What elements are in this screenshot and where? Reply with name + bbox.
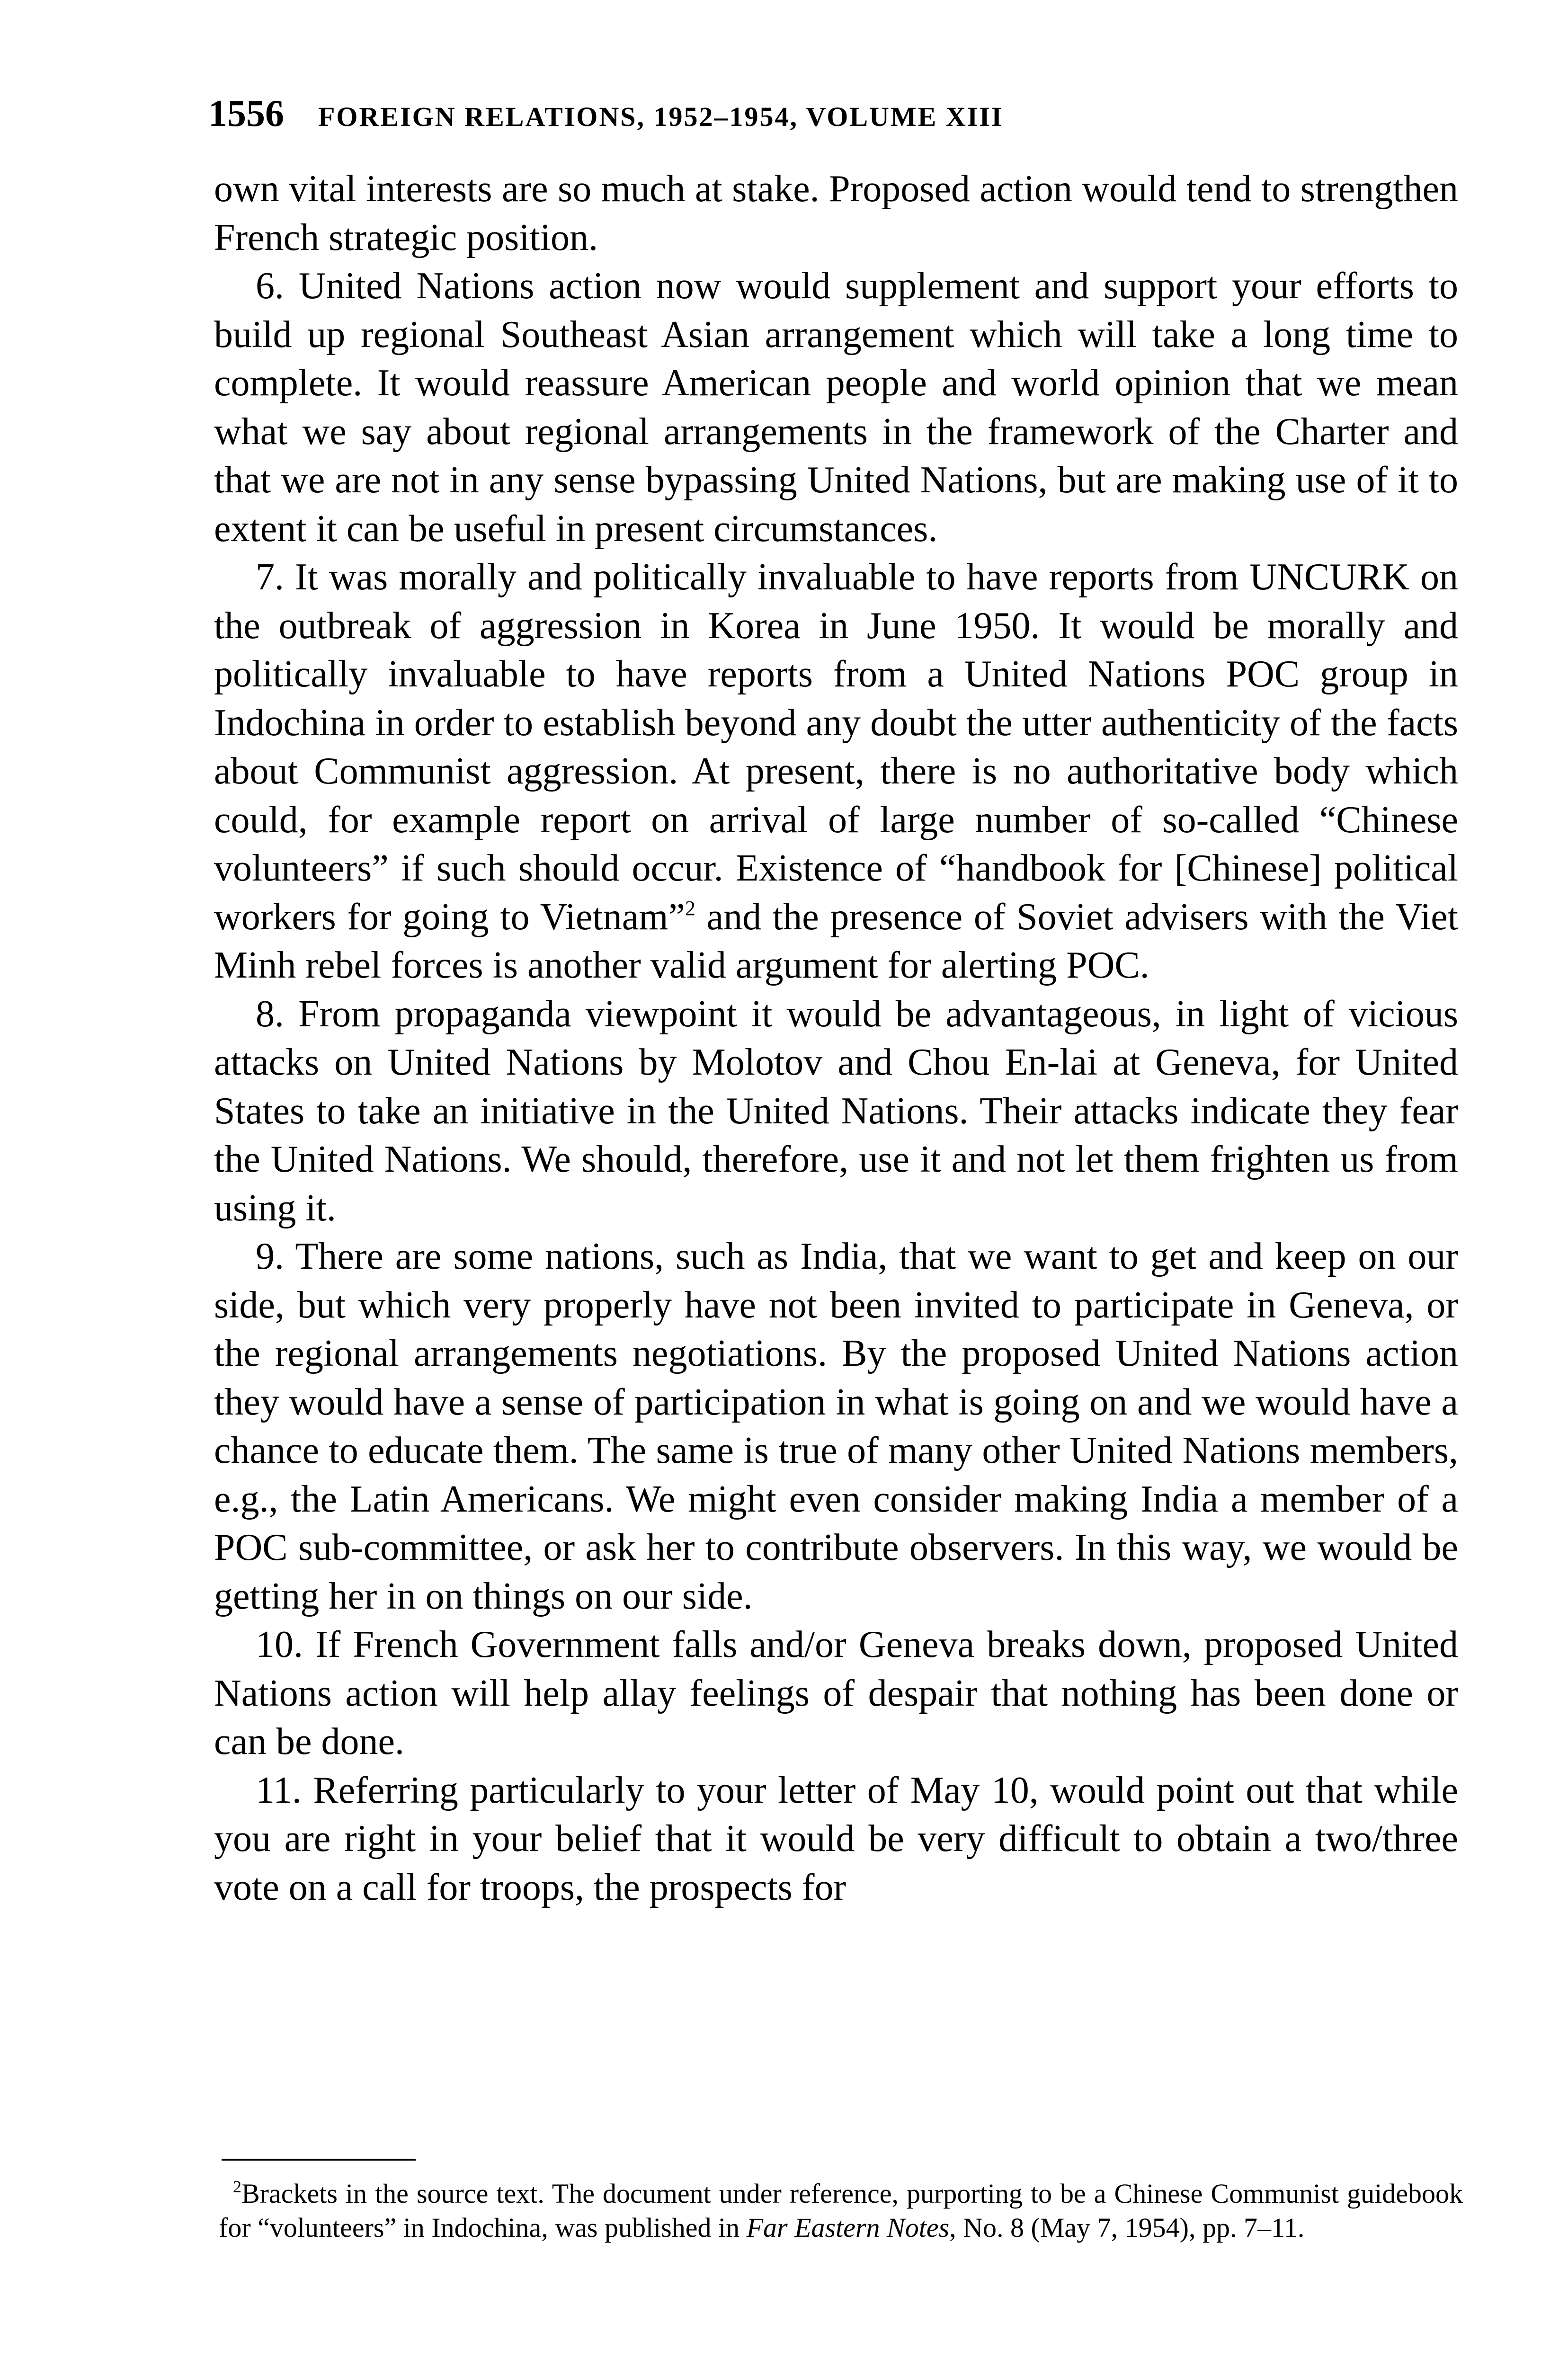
footnote-text-b: , No. 8 (May 7, 1954), pp. 7–11. bbox=[949, 2212, 1305, 2243]
paragraph-10: 10. If French Government falls and/or Geneva breaks down, proposed United Nations action will help allay feelings of despair that nothing has been done or can be done. bbox=[214, 1624, 1458, 1762]
page-header bbox=[208, 92, 1468, 144]
paragraph-9: 9. There are some nations, such as India, that we want to get and keep on our side, but which very properly have not been invited to participate in Geneva, or the regional arrangements negotiations. By the proposed United Nations action they would have a sense of participation in what is going on and we would have a chance to educate them. The same is true of many other United Nations members, e.g., the Latin Americans. We might even consider making India a member of a POC sub-committee, or ask her to contribute observers. In this way, we would be getting her in on things on our side. bbox=[214, 1236, 1458, 1617]
paragraph-7 bbox=[214, 553, 1458, 990]
paragraph-6: 6. United Nations action now would supplement and support your efforts to build up regional Southeast Asian arrangement which will take a long time to complete. It would reassure American people and world opinion that we mean what we say about regional arrangements in the framework of the Charter and that we are not in any sense bypassing United Nations, but are making use of it to extent it can be useful in present circumstances. bbox=[214, 265, 1458, 550]
footnote-reference-2: 2 bbox=[685, 896, 695, 920]
body-text bbox=[214, 165, 1458, 1912]
paragraph-5-continued: own vital interests are so much at stake. Proposed action would tend to strengthen French strategic position. bbox=[214, 168, 1458, 258]
page-number: 1556 bbox=[208, 93, 284, 134]
footnote-publication-title: Far Eastern Notes bbox=[746, 2212, 950, 2243]
paragraph-11: 11. Referring particularly to your letter of May 10, would point out that while you are right in your belief that it would be very difficult to obtain a two/three vote on a call for troops, the prospects for bbox=[214, 1769, 1458, 1908]
running-title: FOREIGN RELATIONS, 1952–1954, VOLUME XIII bbox=[318, 101, 1004, 132]
footnote-divider bbox=[222, 2159, 416, 2161]
footnote-2 bbox=[219, 2177, 1463, 2245]
paragraph-8: 8. From propaganda viewpoint it would be advantageous, in light of vicious attacks on United Nations by Molotov and Chou En-lai at Geneva, for United States to take an initiative in the United Nations. Their attacks indicate they fear the United Nations. We should, therefore, use it and not let them frighten us from using it. bbox=[214, 993, 1458, 1229]
paragraph-7-part-b: and the presence of Soviet advisers with the Viet Minh rebel forces is another valid argument for alerting POC. bbox=[214, 896, 1459, 986]
paragraph-7-part-a: 7. It was morally and politically invaluable to have reports from UNCURK on the outbreak of aggression in Korea in June 1950. It would be morally and politically invaluable to have reports from a United Nations POC group in Indochina in order to establish beyond any doubt the utter authenticity of the facts about Communist aggression. At present, there is no authoritative body which could, for example report on arrival of large number of so-called “Chinese volunteers” if such should occur. Existence of “handbook for [Chinese] political workers for going to Vietnam” bbox=[214, 556, 1458, 938]
footnote-text bbox=[219, 2177, 1463, 2245]
footnote-text-a: Brackets in the source text. The document under reference, purporting to be a Chinese Communist guidebook for “volunteers” in Indochina, was published in bbox=[219, 2178, 1463, 2243]
footnote-marker: 2 bbox=[233, 2177, 241, 2196]
